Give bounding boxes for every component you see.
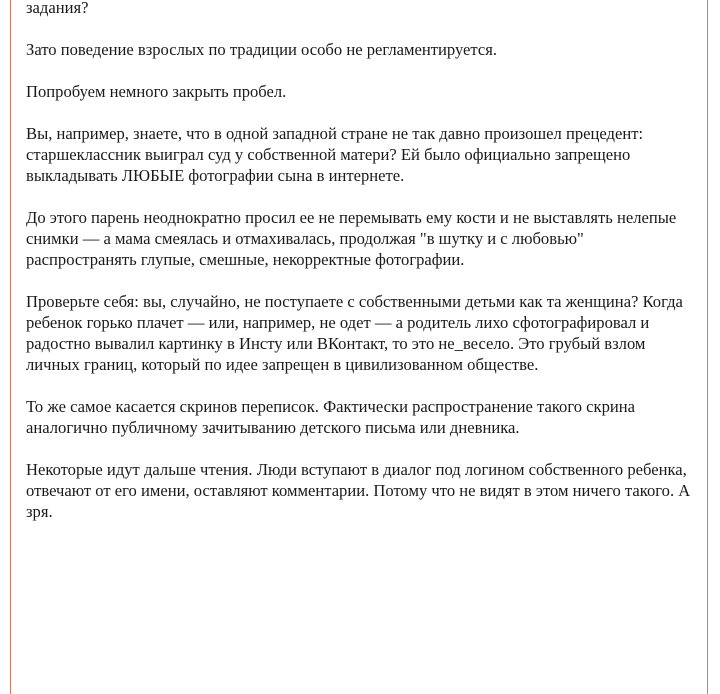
paragraph-8: Некоторые идут дальше чтения. Люди вступают в диалог под логином собственного ребенка, отвечают от его имени, оставляют комментарии. Потому что не видят в этом ничего такого. А зря. — [26, 460, 691, 521]
paragraph-2: Зато поведение взрослых по традиции особо не регламентируется. — [26, 40, 497, 59]
paragraph-6: Проверьте себя: вы, случайно, не поступаете с собственными детьми как та женщина? Когда ребенок горько плачет — или, например, не одет — а родитель лихо сфотографировал и радостно вывалил картинку в Инсту или ВКонтакт, то это не_весело. Это грубый взлом личных границ, который по идее запрещен в цивилизованном обществе. — [26, 292, 683, 374]
paragraph-3: Попробуем немного закрыть пробел. — [26, 82, 287, 101]
article-body — [26, 0, 698, 543]
paragraph-1: задания? — [26, 0, 89, 17]
paragraph-4: Вы, например, знаете, что в одной западной стране не так давно произошел прецедент: старшеклассник выиграл суд у собственной матери? Ей было официально запрещено выкладывать ЛЮБЫЕ фотографии сына в интернете. — [26, 124, 644, 185]
paragraph-5: До этого парень неоднократно просил ее не перемывать ему кости и не выставлять нелепые снимки — а мама смеялась и отмахивалась, продолжая "в шутку и с любовью" распространять глупые, смешные, некорректные фотографии. — [26, 208, 677, 269]
paragraph-7: То же самое касается скринов переписок. Фактически распространение такого скрина аналогично публичному зачитыванию детского письма или дневника. — [26, 397, 636, 437]
